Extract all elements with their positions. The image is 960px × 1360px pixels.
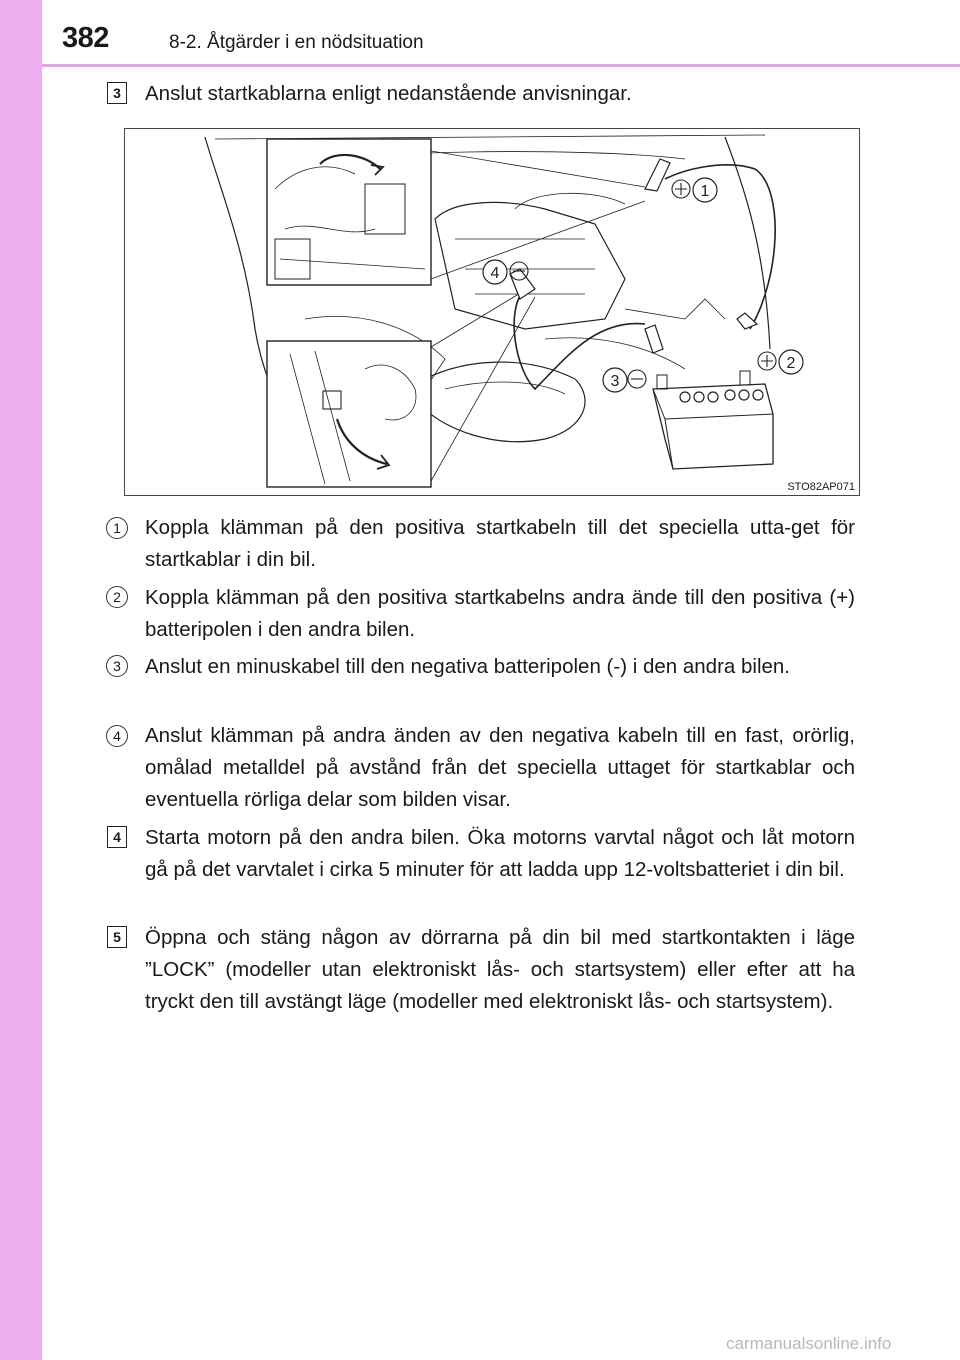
callout-2: 2 <box>786 355 796 372</box>
substep-text-2: Koppla klämman på den positiva startkabelns andra ände till den positiva (+) batteripolen i den andra bilen. <box>145 586 855 641</box>
substep-text-3: Anslut en minuskabel till den negativa batteripolen (-) i den andra bilen. <box>145 655 790 678</box>
callout-4: 4 <box>490 265 500 282</box>
substep-marker-2: 2 <box>106 586 128 608</box>
substep-marker-4: 4 <box>106 725 128 747</box>
substep-marker-3: 3 <box>106 655 128 677</box>
step-marker-5: 5 <box>107 926 127 948</box>
step-marker-4: 4 <box>107 826 127 848</box>
section-title: 8-2. Åtgärder i en nödsituation <box>169 32 424 53</box>
step-marker-3: 3 <box>107 82 127 104</box>
jump-start-illustration <box>124 128 860 496</box>
step-text-4: Starta motorn på den andra bilen. Öka motorns varvtal något och låt motorn gå på det varvtalet i cirka 5 minuter för att ladda upp 12-voltsbatteriet i din bil. <box>145 826 855 881</box>
page-number: 382 <box>62 22 109 54</box>
chapter-side-tab <box>0 0 42 1360</box>
callout-1: 1 <box>700 183 710 200</box>
callout-3: 3 <box>610 373 620 390</box>
intro-text: Anslut startkablarna enligt nedanstående anvisningar. <box>145 82 632 105</box>
watermark: carmanualsonline.info <box>726 1334 892 1353</box>
substep-text-1: Koppla klämman på den positiva startkabeln till det speciella utta-get för startkablar i din bil. <box>145 516 855 571</box>
substep-text-4: Anslut klämman på andra änden av den negativa kabeln till en fast, orörlig, omålad metalldel på avstånd från det speciella uttaget för startkablar och eventuella rörliga delar som bilden visar. <box>145 724 855 811</box>
substep-marker-1: 1 <box>106 517 128 539</box>
header-rule <box>42 64 960 67</box>
step-text-5: Öppna och stäng någon av dörrarna på din bil med startkontakten i läge ”LOCK” (modeller utan elektroniskt lås- och startsystem) eller efter att ha tryckt den till avstängt läge (modeller med elektroniskt lås- och startsystem). <box>145 926 855 1013</box>
figure-code: STO82AP071 <box>787 481 855 493</box>
